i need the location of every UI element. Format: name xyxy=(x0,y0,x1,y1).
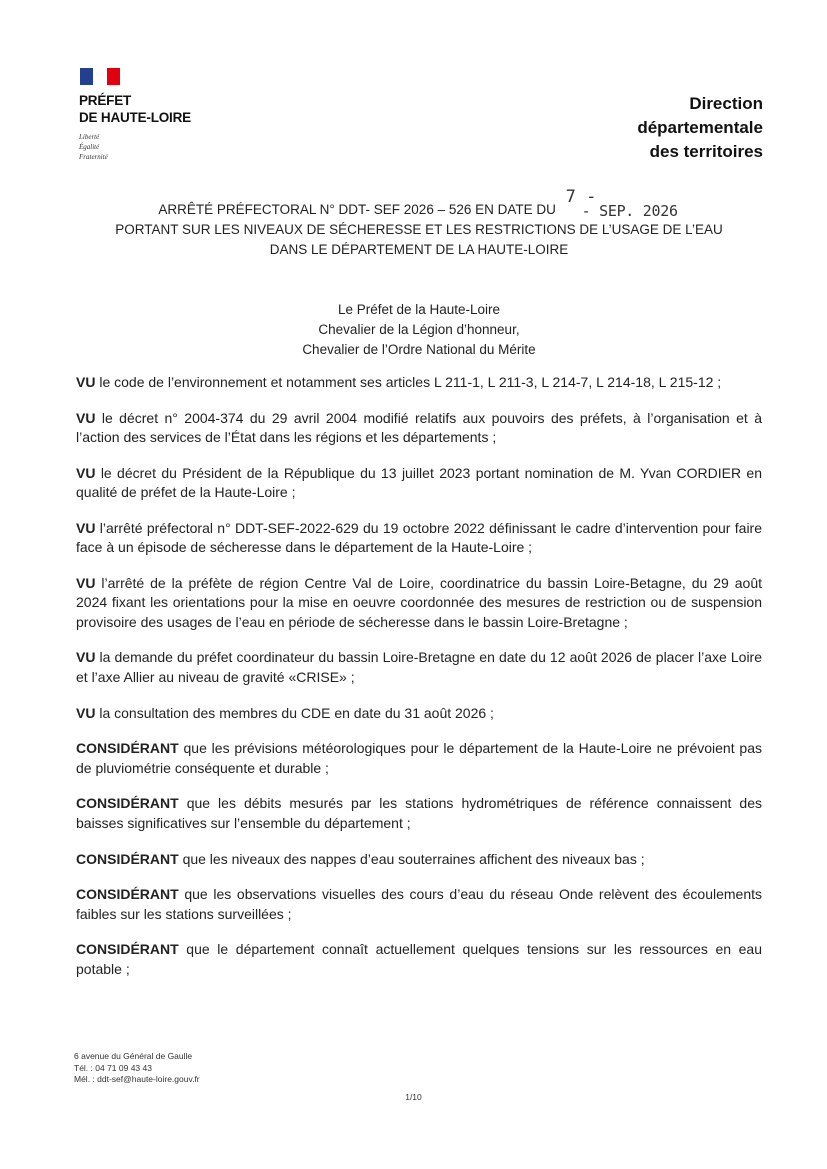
considering-paragraph xyxy=(76,794,762,833)
prefect-line: Chevalier de la Légion d’honneur, xyxy=(318,322,520,337)
visa-paragraph xyxy=(76,519,762,558)
prefecture-logo xyxy=(79,68,191,162)
paragraph-keyword: VU xyxy=(76,519,96,536)
decree-title xyxy=(78,187,760,260)
paragraph-text: la demande du préfet coordinateur du bassin Loire-Bretagne en date du 12 août 2026 de placer l’axe Loire et l’axe Allier au niveau de gravité «CRISE» ; xyxy=(76,649,763,685)
paragraph-keyword: VU xyxy=(76,409,96,426)
french-flag-icon xyxy=(80,68,120,85)
paragraph-keyword: CONSIDÉRANT xyxy=(76,941,179,958)
paragraph-keyword: CONSIDÉRANT xyxy=(76,740,179,757)
paragraph-keyword: VU xyxy=(76,649,96,666)
considering-paragraph xyxy=(76,885,762,924)
visa-paragraph xyxy=(76,464,762,503)
prefect-line: Chevalier de l’Ordre National du Mérite xyxy=(302,342,536,357)
address-line: 6 avenue du Général de Gaulle xyxy=(74,1051,193,1061)
paragraph-keyword: VU xyxy=(76,575,96,592)
footer-address xyxy=(74,1051,200,1086)
prefect-line: Le Préfet de la Haute-Loire xyxy=(337,302,501,317)
motto-line: Égalité xyxy=(79,143,100,151)
prefecture-name-line: DE HAUTE-LOIRE xyxy=(79,110,191,125)
phone-line: Tél. : 04 71 09 43 43 xyxy=(74,1062,152,1073)
paragraph-text: que les observations visuelles des cours d’eau du réseau Onde relèvent des écoulements faibles sur les stations surveillées ; xyxy=(76,886,763,922)
paragraph-keyword: CONSIDÉRANT xyxy=(76,850,179,867)
paragraph-text: que les niveaux des nappes d’eau souterraines affichent des niveaux bas ; xyxy=(182,850,645,867)
direction-line: des territoires xyxy=(649,142,763,161)
paragraph-keyword: CONSIDÉRANT xyxy=(76,795,179,812)
paragraph-text: l’arrêté préfectoral n° DDT-SEF-2022-629 du 19 octobre 2022 définissant le cadre d’intervention pour faire face à un épisode de sécheresse dans le département de la Haute-Loire ; xyxy=(76,519,762,556)
visa-paragraph xyxy=(76,648,762,687)
considering-paragraph xyxy=(76,850,762,869)
decree-body xyxy=(76,373,762,996)
paragraph-text: que le département connaît actuellement quelques tensions sur les ressources en eau potable ; xyxy=(76,941,762,977)
direction-header xyxy=(503,92,763,164)
flag-blue-band xyxy=(80,68,93,85)
paragraph-text: le décret du Président de la République du 13 juillet 2023 portant nomination de M. Yvan CORDIER en qualité de préfet de la Haute-Loire ; xyxy=(76,464,763,501)
paragraph-keyword: VU xyxy=(76,464,96,481)
title-line-2: PORTANT SUR LES NIVEAUX DE SÉCHERESSE ET LES RESTRICTIONS DE L’USAGE DE L’EAU xyxy=(115,222,723,237)
visa-paragraph xyxy=(76,409,762,448)
prefect-block xyxy=(78,300,760,360)
direction-line: départementale xyxy=(637,118,763,137)
email-line: Mél. : ddt-sef@haute-loire.gouv.fr xyxy=(74,1074,200,1084)
paragraph-keyword: CONSIDÉRANT xyxy=(76,886,179,903)
considering-paragraph xyxy=(76,739,762,778)
visa-paragraph xyxy=(76,704,762,723)
paragraph-keyword: VU xyxy=(76,704,96,721)
paragraph-text: le code de l’environnement et notamment ses articles L 211-1, L 211-3, L 214-7, L 214-18, L 215-12 ; xyxy=(99,374,722,390)
flag-white-band xyxy=(93,68,106,85)
republic-motto xyxy=(79,132,191,162)
title-prefix: ARRÊTÉ PRÉFECTORAL N° DDT- SEF 2026 – 526 EN DATE DU xyxy=(158,202,556,217)
paragraph-text: l’arrêté de la préfète de région Centre Val de Loire, coordinatrice du bassin Loire-Betagne, du 29 août 2024 fixant les orientations pour la mise en oeuvre coordonnée des mesures de restriction ou de suspension provisoire des usages de l’eau en période de sécheresse dans le bassin Loire-Bretagne ; xyxy=(76,575,763,630)
paragraph-keyword: VU xyxy=(76,374,96,390)
visa-paragraph xyxy=(76,574,762,632)
direction-line: Direction xyxy=(689,94,763,113)
motto-line: Fraternité xyxy=(79,153,108,161)
page-number: 1/10 xyxy=(405,1092,422,1102)
prefecture-name-line: PRÉFET xyxy=(79,93,132,108)
prefecture-name xyxy=(79,92,191,126)
flag-red-band xyxy=(107,68,120,85)
paragraph-text: que les prévisions météorologiques pour le département de la Haute-Loire ne prévoient pas de pluviométrie conséquente et durable ; xyxy=(76,740,762,776)
motto-line: Liberté xyxy=(79,133,100,141)
title-line-3: DANS LE DÉPARTEMENT DE LA HAUTE-LOIRE xyxy=(269,242,569,257)
paragraph-text: que les débits mesurés par les stations hydrométriques de référence connaissent des baisses significatives sur l’ensemble du département ; xyxy=(76,795,762,831)
title-line-1 xyxy=(78,187,760,220)
visa-paragraph xyxy=(76,373,762,392)
paragraph-text: le décret n° 2004-374 du 29 avril 2004 modifié relatifs aux pouvoirs des préfets, à l’organisation et à l’action des services de l’État dans les régions et les départements ; xyxy=(76,409,762,446)
stamp-month-year: - SEP. 2026 xyxy=(581,202,678,220)
paragraph-text: la consultation des membres du CDE en date du 31 août 2026 ; xyxy=(99,704,494,721)
considering-paragraph xyxy=(76,940,762,979)
date-stamp xyxy=(560,187,680,220)
stamp-day: 7 - xyxy=(565,187,597,207)
